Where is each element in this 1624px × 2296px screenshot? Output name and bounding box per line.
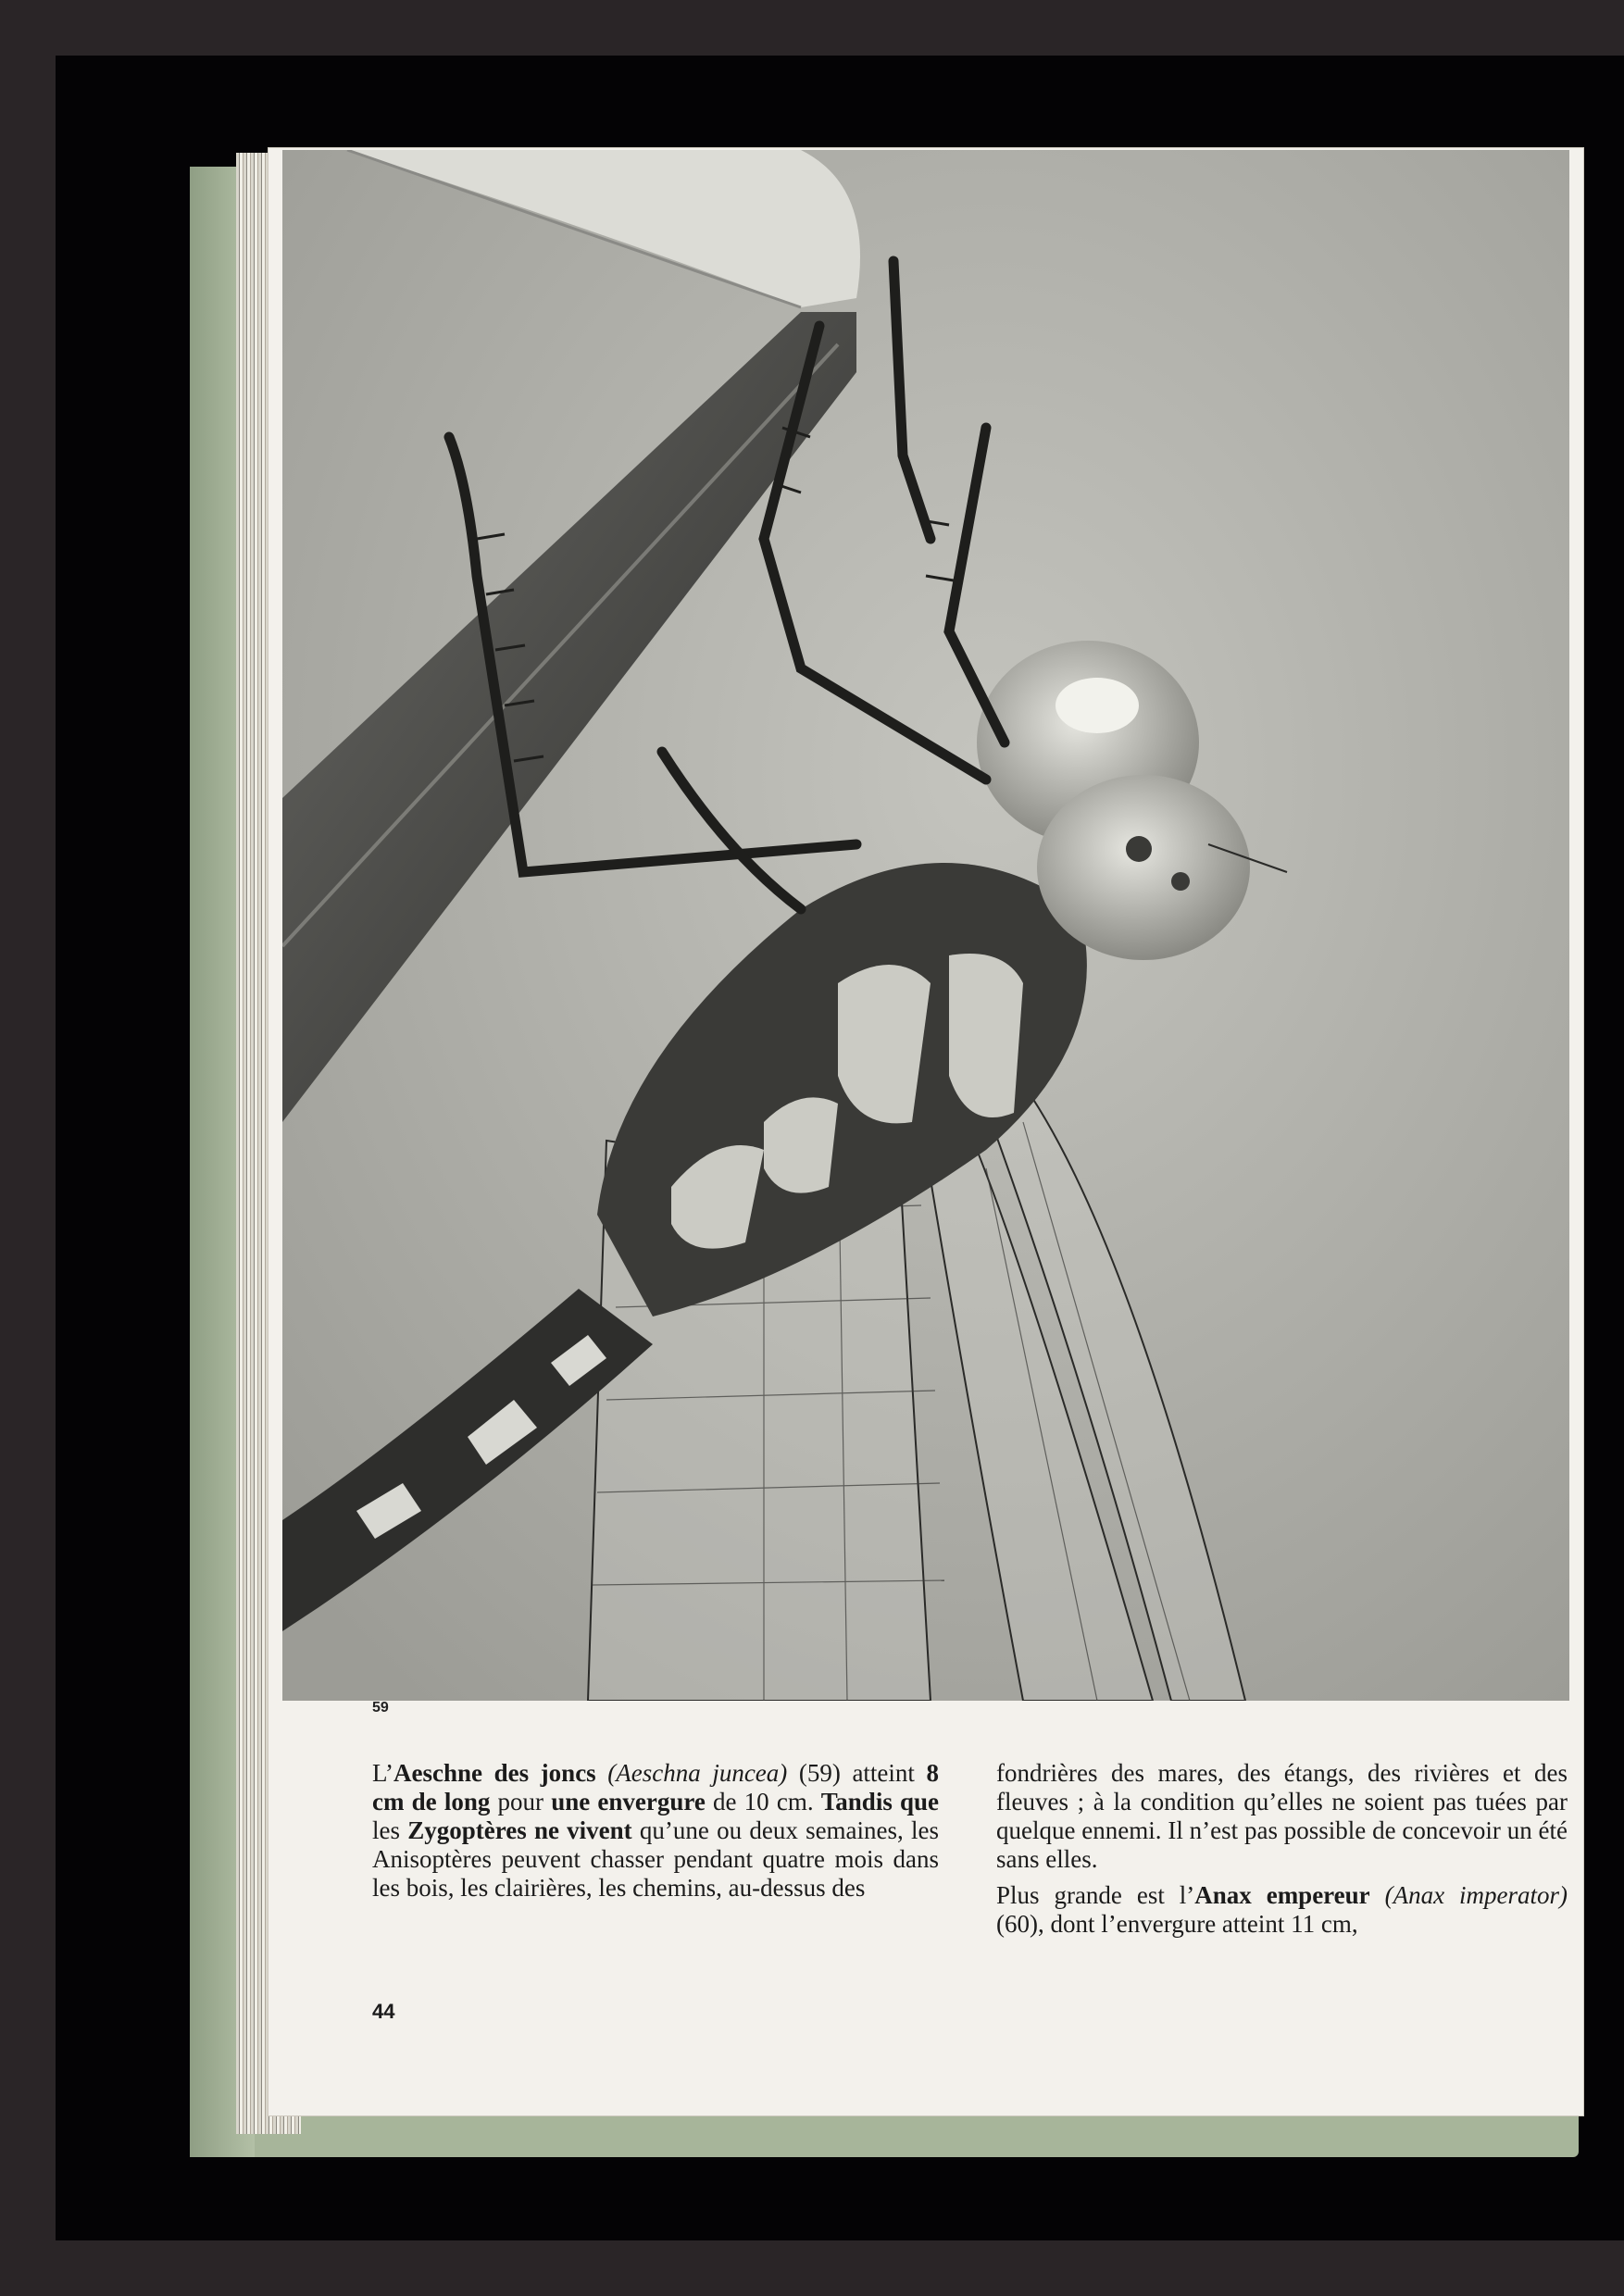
text-run: de 10 cm. [705,1788,821,1816]
text-run: qu’une ou deux semaines, les Anisoptères peuvent chasser pendant quatre mois dans les bois, les clairières, les chemins, au-dessus des [372,1816,940,1902]
text-bold: Zygoptères ne vivent [407,1816,632,1844]
text-run: Plus grande est l’ [996,1881,1195,1909]
latin-name-anax: (Anax imperator) [1384,1881,1568,1909]
text-run: (59) atteint [787,1759,927,1787]
text-column-left [372,1759,939,1910]
paragraph-continuation: fondrières des mares, des étangs, des rivières et des fleuves ; à la condition qu’elles ne soient pas tuées par quelque ennemi. Il n’est pas possible de concevoir un été sans elles. [996,1759,1568,1873]
text-bold: Tandis que [820,1788,940,1816]
text-run: (60), dont l’envergure atteint 11 cm, [996,1910,1358,1938]
species-name-aeschne: Aeschne des joncs [394,1759,596,1787]
text-run: pour [490,1788,552,1816]
text-bold: une envergure [551,1788,706,1816]
latin-name-aeschna: (Aeschna juncea) [607,1759,788,1787]
species-name-anax: Anax empereur [1194,1881,1370,1909]
text-bold: 8 cm de long [372,1759,940,1816]
page-number: 44 [372,2000,395,2023]
dragonfly-photograph [282,150,1569,1701]
paragraph-anax [996,1881,1568,1939]
paragraph-aeschne [372,1759,939,1903]
figure-number: 59 [372,1700,389,1716]
text-column-right [996,1759,1568,1946]
text-run: les [372,1816,408,1844]
text-run: L’ [372,1759,394,1787]
